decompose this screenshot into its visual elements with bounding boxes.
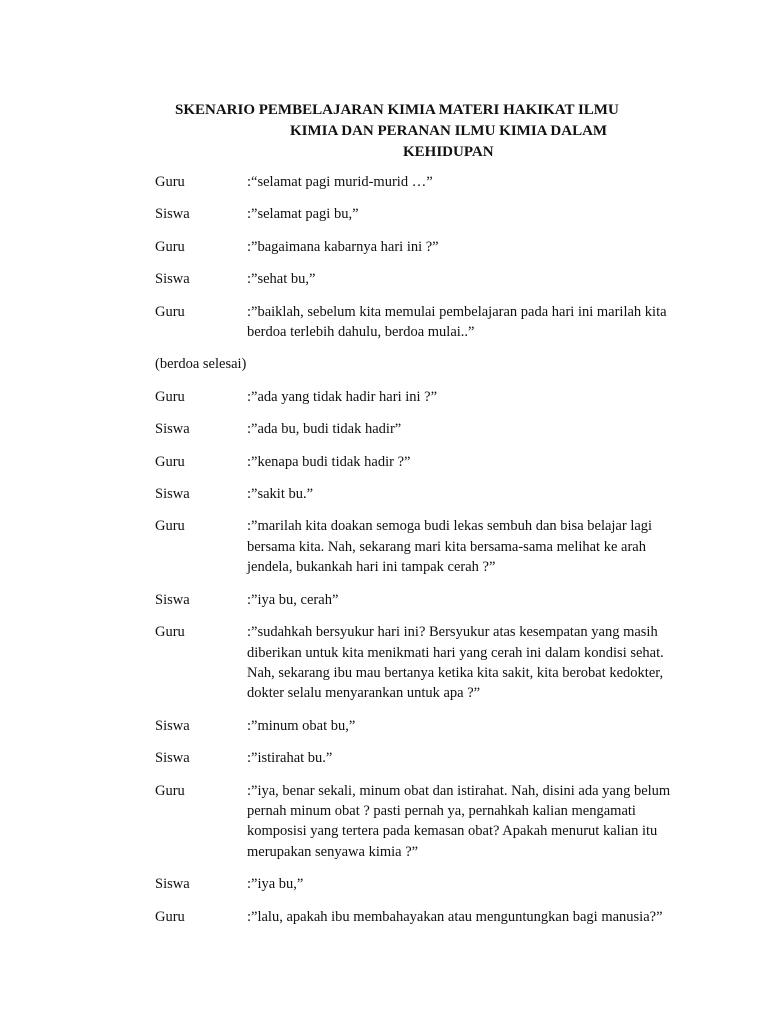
dialogue-text: :”ada bu, budi tidak hadir” xyxy=(247,421,402,438)
dialogue-text: :”lalu, apakah ibu membahayakan atau menguntungkan bagi manusia?” xyxy=(247,908,663,925)
speaker-name: Guru xyxy=(155,518,185,535)
dialogue-row xyxy=(155,484,675,504)
dialogue-list xyxy=(155,172,675,939)
dialogue-row xyxy=(155,516,675,577)
speaker-name: Siswa xyxy=(155,591,190,608)
speaker-name: Siswa xyxy=(155,876,190,893)
dialogue-row xyxy=(155,204,675,224)
dialogue-row xyxy=(155,269,675,289)
speaker-name: Guru xyxy=(155,908,185,925)
dialogue-row xyxy=(155,302,675,343)
dialogue-text: :”iya bu,” xyxy=(247,876,304,893)
dialogue-text: :”sudahkah bersyukur hari ini? Bersyukur atas kesempatan yang masih diberikan untuk kita menikmati hari yang cerah ini dalam kondisi sehat. Nah, sekarang ibu mau bertanya ketika kita sakit, kita berobat kedokter, dokter selalu menyarankan untuk apa ?” xyxy=(247,624,664,702)
dialogue-row xyxy=(155,907,675,927)
dialogue-row xyxy=(155,781,675,863)
speaker-name: Guru xyxy=(155,238,185,255)
speaker-name: Siswa xyxy=(155,486,190,503)
dialogue-text: :”iya, benar sekali, minum obat dan istirahat. Nah, disini ada yang belum pernah minum obat ? pasti pernah ya, pernahkah kalian mengamati komposisi yang tertera pada kemasan obat? Apakah menurut kalian itu merupakan senyawa kimia ?” xyxy=(247,782,671,860)
dialogue-row xyxy=(155,419,675,439)
dialogue-row xyxy=(155,452,675,472)
dialogue-text: :”selamat pagi bu,” xyxy=(247,206,359,223)
speaker-name: Guru xyxy=(155,388,185,405)
speaker-name: Siswa xyxy=(155,421,190,438)
dialogue-text: :”baiklah, sebelum kita memulai pembelajaran pada hari ini marilah kita berdoa terlebih dahulu, berdoa mulai..” xyxy=(247,303,667,341)
speaker-name: Siswa xyxy=(155,717,190,734)
dialogue-text: :”marilah kita doakan semoga budi lekas sembuh dan bisa belajar lagi bersama kita. Nah, sekarang mari kita bersama-sama melihat ke arah jendela, bukankah hari ini tampak cerah ?” xyxy=(247,518,653,576)
dialogue-text: :”sehat bu,” xyxy=(247,271,316,288)
dialogue-row xyxy=(155,874,675,894)
speaker-name: Guru xyxy=(155,782,185,799)
dialogue-text: :”istirahat bu.” xyxy=(247,750,333,767)
dialogue-row xyxy=(155,622,675,704)
speaker-name: Guru xyxy=(155,624,185,641)
dialogue-row xyxy=(155,716,675,736)
title-line-3: KEHIDUPAN xyxy=(403,144,494,160)
dialogue-row xyxy=(155,387,675,407)
speaker-name: Guru xyxy=(155,303,185,320)
dialogue-text: :”ada yang tidak hadir hari ini ?” xyxy=(247,388,438,405)
document-title xyxy=(150,100,650,163)
dialogue-row xyxy=(155,237,675,257)
title-line-1: SKENARIO PEMBELAJARAN KIMIA MATERI HAKIKAT ILMU xyxy=(175,102,619,118)
speaker-name: Siswa xyxy=(155,271,190,288)
speaker-name: Guru xyxy=(155,453,185,470)
dialogue-row xyxy=(155,590,675,610)
dialogue-text: :”sakit bu.” xyxy=(247,486,314,503)
speaker-name: Siswa xyxy=(155,206,190,223)
speaker-name: Siswa xyxy=(155,750,190,767)
dialogue-text: :“selamat pagi murid-murid …” xyxy=(247,174,433,190)
speaker-name: Guru xyxy=(155,174,185,190)
dialogue-text: :”kenapa budi tidak hadir ?” xyxy=(247,453,411,470)
dialogue-row xyxy=(155,748,675,768)
title-line-2: KIMIA DAN PERANAN ILMU KIMIA DALAM xyxy=(290,123,608,139)
dialogue-text: :”iya bu, cerah” xyxy=(247,591,339,608)
dialogue-text: :”bagaimana kabarnya hari ini ?” xyxy=(247,238,439,255)
stage-note: (berdoa selesai) xyxy=(155,356,247,373)
dialogue-row xyxy=(155,172,675,192)
dialogue-text: :”minum obat bu,” xyxy=(247,717,356,734)
